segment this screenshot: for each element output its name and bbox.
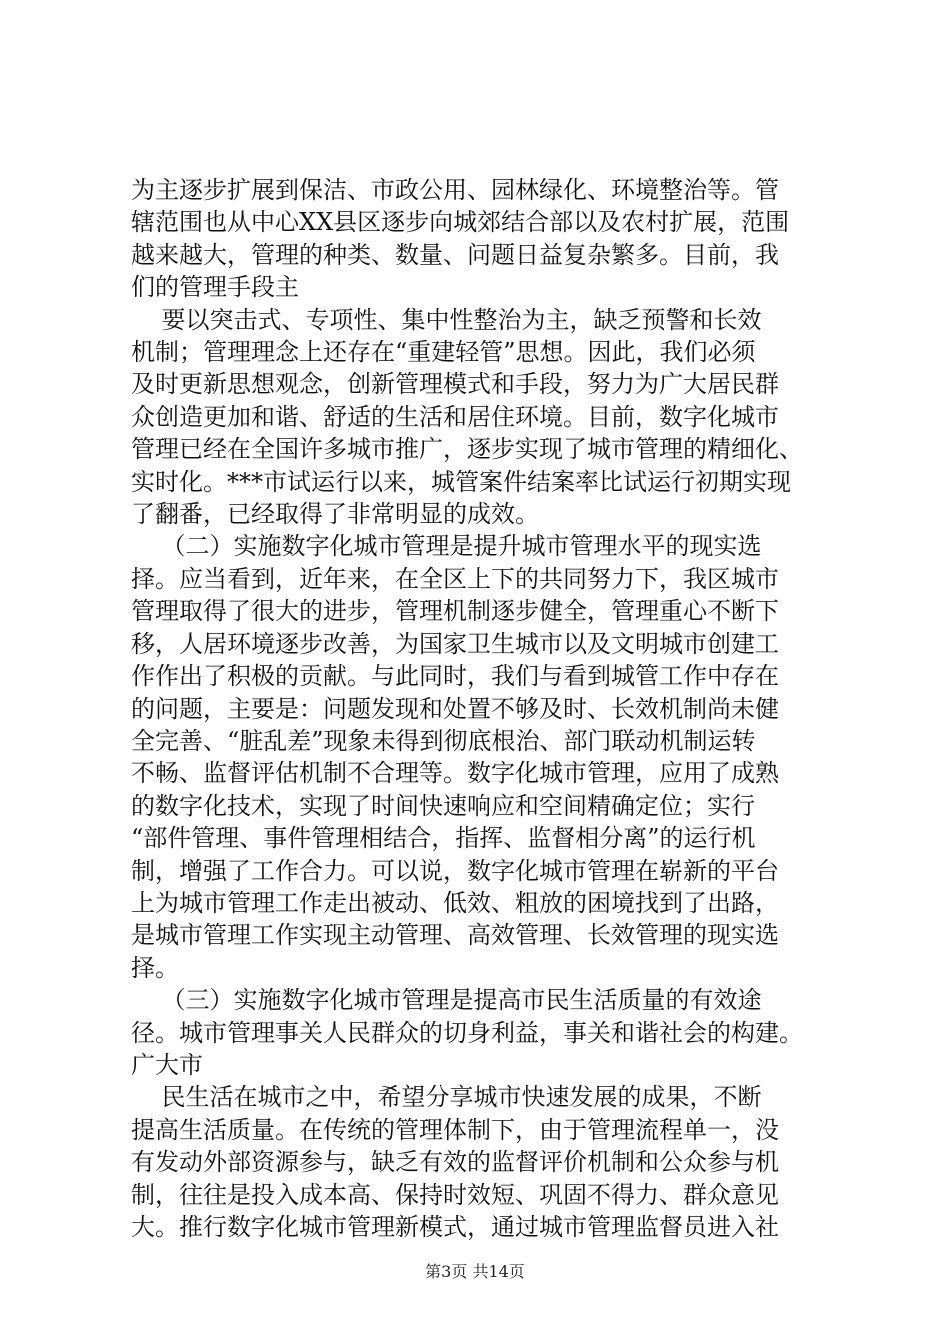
text-line: 民生活在城市之中，希望分享城市快速发展的成果，不断 [131, 1083, 762, 1112]
text-line: 移，人居环境逐步改善，为国家卫生城市以及文明城市创建工 [131, 629, 779, 658]
text-line: 管理取得了很大的进步，管理机制逐步健全，管理重心不断下 [131, 597, 779, 626]
text-line: 作作出了积极的贡献。与此同时，我们与看到城管工作中存在 [131, 662, 779, 691]
text-line: 是城市管理工作实现主动管理、高效管理、长效管理的现实选 [131, 921, 779, 950]
page-number-label: 第3页 共14页 [425, 1262, 525, 1281]
text-line: 有发动外部资源参与，缺乏有效的监督评价机制和公众参与机 [131, 1148, 779, 1177]
text-line: 提高生活质量。在传统的管理体制下，由于管理流程单一，没 [131, 1115, 779, 1144]
text-line: 们的管理手段主 [131, 273, 299, 302]
text-line: 的数字化技术，实现了时间快速响应和空间精确定位；实行 [131, 791, 755, 820]
text-line: （三）实施数字化城市管理是提高市民生活质量的有效途 [131, 986, 762, 1015]
text-line: 了翻番，已经取得了非常明显的成效。 [131, 500, 539, 529]
body-text [131, 174, 831, 1243]
text-line: 的问题，主要是：问题发现和处置不够及时、长效机制尚未健 [131, 694, 779, 723]
text-line: 越来越大，管理的种类、数量、问题日益复杂繁多。目前，我 [131, 240, 779, 269]
text-line: 广大市 [131, 1050, 203, 1079]
text-line: 辖范围也从中心XX县区逐步向城郊结合部以及农村扩展，范围 [131, 208, 790, 237]
text-line: 择。应当看到，近年来，在全区上下的共同努力下，我区城市 [131, 564, 779, 593]
text-line: 大。推行数字化城市管理新模式，通过城市管理监督员进入社 [131, 1213, 779, 1241]
text-line: 择。 [131, 953, 179, 982]
text-line: “部件管理、事件管理相结合，指挥、监督相分离”的运行机 [131, 824, 756, 853]
text-line: （二）实施数字化城市管理是提升城市管理水平的现实选 [131, 532, 762, 561]
text-line: 实时化。***市试运行以来，城管案件结案率比试运行初期实现 [131, 467, 791, 496]
text-line: 全完善、“脏乱差”现象未得到彻底根治、部门联动机制运转 [131, 726, 756, 755]
text-line: 及时更新思想观念，创新管理模式和手段，努力为广大居民群 [131, 370, 779, 399]
page-footer [0, 1262, 950, 1282]
text-line: 径。城市管理事关人民群众的切身利益，事关和谐社会的构建。 [131, 1018, 803, 1047]
text-line: 为主逐步扩展到保洁、市政公用、园林绿化、环境整治等。管 [131, 176, 779, 204]
text-line: 制，往往是投入成本高、保持时效短、巩固不得力、群众意见 [131, 1180, 779, 1209]
text-line: 上为城市管理工作走出被动、低效、粗放的困境找到了出路， [131, 888, 779, 917]
text-line: 众创造更加和谐、舒适的生活和居住环境。目前，数字化城市 [131, 402, 779, 431]
text-line: 要以突击式、专项性、集中性整治为主，缺乏预警和长效 [131, 305, 762, 334]
text-line: 不畅、监督评估机制不合理等。数字化城市管理，应用了成熟 [131, 759, 779, 788]
text-line: 管理已经在全国许多城市推广，逐步实现了城市管理的精细化、 [131, 435, 803, 464]
text-line: 机制；管理理念上还存在“重建轻管”思想。因此，我们必须 [131, 338, 756, 367]
text-line: 制，增强了工作合力。可以说，数字化城市管理在崭新的平台 [131, 856, 779, 885]
